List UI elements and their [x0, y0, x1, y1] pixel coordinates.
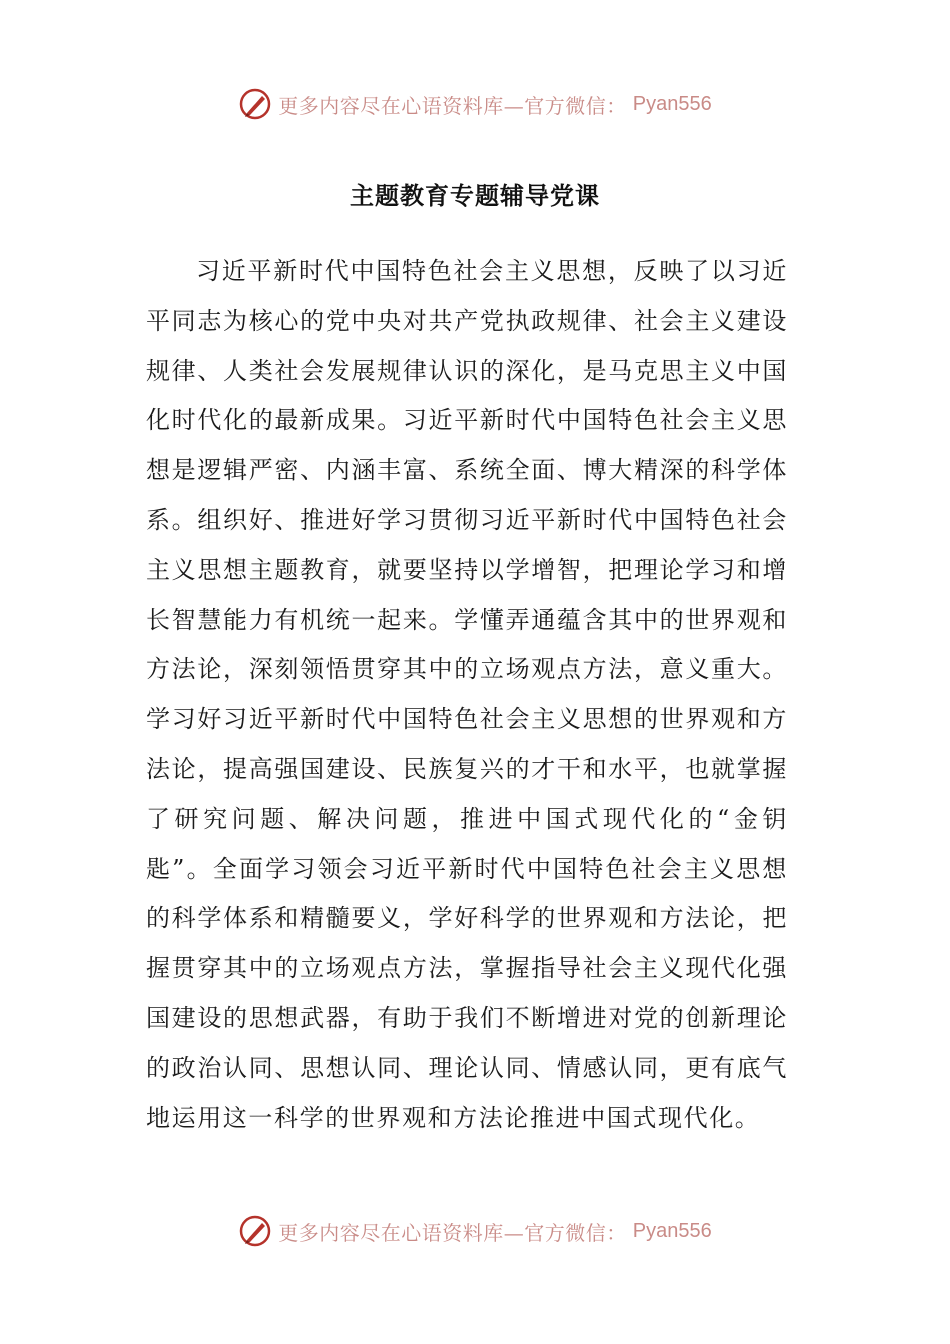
header-watermark: [0, 84, 950, 124]
document-title: 主题教育专题辅导党课: [350, 181, 600, 210]
pen-logo-icon: [238, 87, 272, 121]
footer-watermark: [0, 1211, 950, 1251]
document-paragraph: 习近平新时代中国特色社会主义思想，反映了以习近平同志为核心的党中央对共产党执政规律、社会主义建设规律、人类社会发展规律认识的深化，是马克思主义中国化时代化的最新成果。习近平新时代中国特色社会主义思想是逻辑严密、内涵丰富、系统全面、博大精深的科学体系。组织好、推进好学习贯彻习近平新时代中国特色社会主义思想主题教育，就要坚持以学增智，把理论学习和增长智慧能力有机统一起来。学懂弄通蕴含其中的世界观和方法论，深刻领悟贯穿其中的立场观点方法，意义重大。学习好习近平新时代中国特色社会主义思想的世界观和方法论，提高强国建设、民族复兴的才干和水平，也就掌握了研究问题、解决问题，推进中国式现代化的“金钥匙”。全面学习领会习近平新时代中国特色社会主义思想的科学体系和精髓要义，学好科学的世界观和方法论，把握贯穿其中的立场观点方法，掌握指导社会主义现代化强国建设的思想武器，有助于我们不断增进对党的创新理论的政治认同、思想认同、理论认同、情感认同，更有底气地运用这一科学的世界观和方法论推进中国式现代化。: [146, 257, 788, 1132]
watermark-text: 更多内容尽在心语资料库—官方微信：: [278, 93, 627, 118]
watermark-wechat-id: Pyan556: [632, 1219, 712, 1242]
watermark-wechat-id: Pyan556: [632, 92, 712, 115]
pen-logo-icon: [238, 1214, 272, 1248]
watermark-text: 更多内容尽在心语资料库—官方微信：: [278, 1220, 627, 1245]
